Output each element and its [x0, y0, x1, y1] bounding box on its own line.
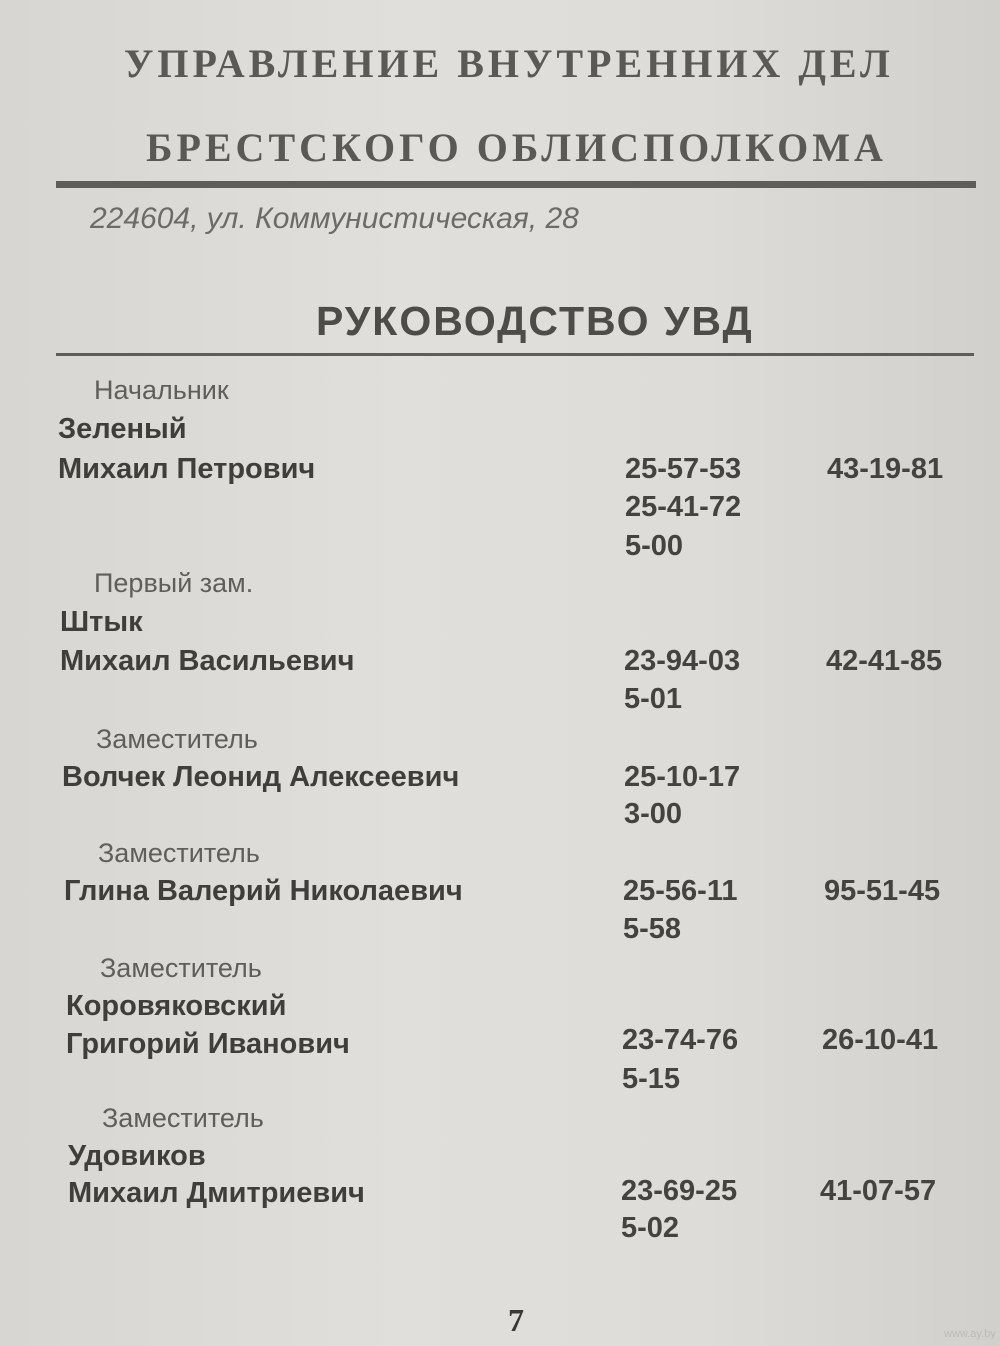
entry-role: Первый зам. [94, 568, 254, 598]
entry-surname: Удовиков [68, 1140, 206, 1172]
entry-surname: Зеленый [58, 413, 187, 445]
internal-phone: 5-15 [622, 1063, 681, 1095]
entry-role: Заместитель [96, 724, 258, 754]
entry-surname: Штык [60, 606, 143, 638]
home-phone: 26-10-41 [822, 1024, 939, 1056]
internal-phone: 3-00 [624, 798, 683, 830]
page-number: 7 [508, 1302, 524, 1338]
entry-given-names: Михаил Петрович [58, 453, 316, 485]
entry-role: Заместитель [102, 1103, 264, 1133]
address: 224604, ул. Коммунистическая, 28 [90, 202, 579, 235]
entry-role: Заместитель [98, 838, 260, 868]
entry-surname: Коровяковский [66, 990, 287, 1022]
home-phone: 41-07-57 [820, 1175, 937, 1207]
entry-given-names: Михаил Дмитриевич [68, 1177, 365, 1209]
entry-role: Заместитель [100, 953, 262, 983]
work-phone: 23-69-25 [621, 1175, 738, 1207]
home-phone: 95-51-45 [824, 875, 941, 907]
entry-full-name: Глина Валерий Николаевич [64, 875, 463, 907]
entry-full-name: Волчек Леонид Алексеевич [62, 761, 460, 793]
work-phone: 25-57-53 [625, 453, 742, 485]
entry-role: Начальник [94, 375, 229, 405]
section-title: РУКОВОДСТВО УВД [316, 298, 754, 344]
work-phone: 23-74-76 [622, 1024, 739, 1056]
internal-phone: 5-58 [623, 913, 682, 945]
home-phone: 43-19-81 [827, 453, 944, 485]
header-title-line1: УПРАВЛЕНИЕ ВНУТРЕННИХ ДЕЛ [124, 41, 894, 86]
work-phone: 25-10-17 [624, 761, 741, 793]
entry-given-names: Григорий Иванович [66, 1028, 350, 1060]
entry-given-names: Михаил Васильевич [60, 645, 355, 677]
header-title-line2: БРЕСТСКОГО ОБЛИСПОЛКОМА [146, 125, 887, 170]
internal-phone: 5-02 [621, 1212, 680, 1244]
watermark: www.ay.by [944, 1328, 996, 1340]
work-phone: 25-56-11 [623, 875, 738, 907]
home-phone: 42-41-85 [826, 645, 943, 677]
internal-phone: 5-00 [625, 530, 684, 562]
work-phone: 25-41-72 [625, 491, 742, 523]
internal-phone: 5-01 [624, 683, 683, 715]
work-phone: 23-94-03 [624, 645, 741, 677]
section-divider [56, 353, 974, 356]
header-divider [56, 181, 976, 188]
